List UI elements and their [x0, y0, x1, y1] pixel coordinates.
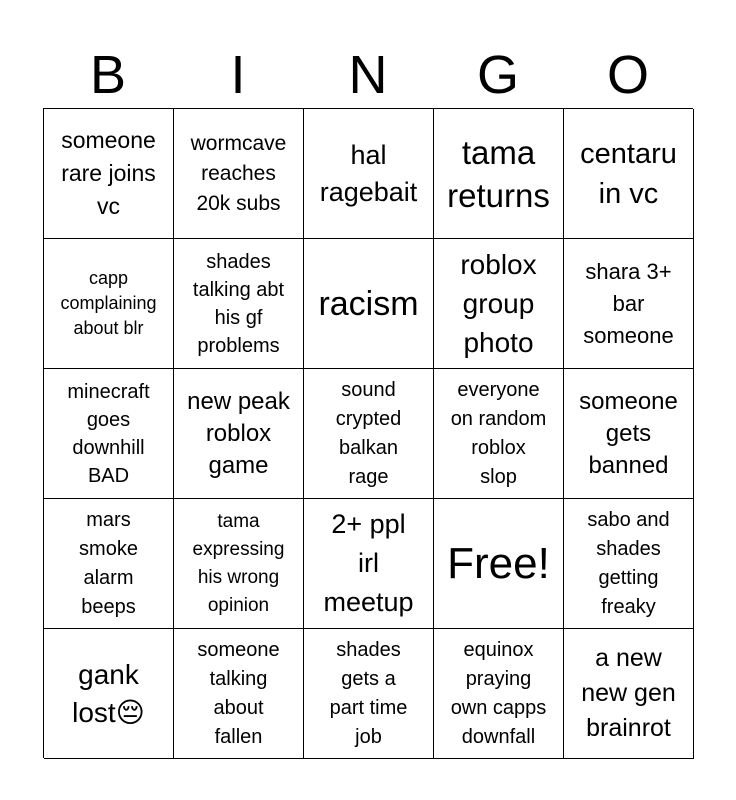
bingo-cell-r5c4[interactable]	[434, 629, 564, 759]
header-letter-n: N	[348, 45, 388, 105]
bingo-cell-r2c4[interactable]	[434, 239, 564, 369]
cell-text: everyone on random roblox slop	[450, 378, 547, 488]
cell-text: 2+ ppl irl meetup	[323, 509, 414, 617]
bingo-cell-r3c4[interactable]	[434, 369, 564, 499]
cell-text: equinox praying own capps downfall	[450, 638, 547, 748]
cell-text: shades gets a part time job	[329, 638, 408, 748]
bingo-cell-r5c2[interactable]	[174, 629, 304, 759]
bingo-cell-r1c3[interactable]	[304, 109, 434, 239]
bingo-cell-r1c4[interactable]	[434, 109, 564, 239]
cell-text: gank lost😔	[72, 658, 145, 728]
header-letter-o: O	[606, 45, 649, 105]
bingo-cell-r2c5[interactable]	[564, 239, 694, 369]
cell-text: roblox group photo	[460, 249, 537, 358]
cell-text: capp complaining about blr	[60, 268, 157, 338]
cell-text: a new new gen brainrot	[581, 644, 676, 742]
bingo-cell-r1c2[interactable]	[174, 109, 304, 239]
cell-text: racism	[318, 284, 419, 323]
cell-text: minecraft goes downhill BAD	[67, 380, 150, 487]
cell-text: hal ragebait	[319, 139, 418, 207]
bingo-cell-r2c3[interactable]	[304, 239, 434, 369]
header-letter-i: I	[230, 45, 246, 105]
header-letter-b: B	[89, 45, 127, 105]
bingo-cell-r4c1[interactable]	[44, 499, 174, 629]
bingo-cell-r4c3[interactable]	[304, 499, 434, 629]
free-space-label: Free!	[447, 538, 550, 588]
cell-text: new peak roblox game	[187, 387, 290, 479]
bingo-cell-r2c1[interactable]	[44, 239, 174, 369]
cell-text: sound crypted balkan rage	[335, 378, 402, 488]
bingo-cell-free[interactable]	[434, 499, 564, 629]
bingo-header	[43, 42, 693, 108]
bingo-cell-r5c1[interactable]	[44, 629, 174, 759]
cell-text: centaru in vc	[580, 137, 677, 210]
cell-text: someone gets banned	[579, 387, 678, 479]
header-letter-g: G	[476, 45, 519, 105]
bingo-cell-r3c5[interactable]	[564, 369, 694, 499]
cell-text: sabo and shades getting freaky	[587, 508, 670, 618]
cell-text: shara 3+ bar someone	[583, 258, 674, 348]
bingo-cell-r3c1[interactable]	[44, 369, 174, 499]
bingo-cell-r1c5[interactable]	[564, 109, 694, 239]
bingo-cell-r4c5[interactable]	[564, 499, 694, 629]
bingo-cell-r5c3[interactable]	[304, 629, 434, 759]
bingo-cell-r2c2[interactable]	[174, 239, 304, 369]
bingo-cell-r3c2[interactable]	[174, 369, 304, 499]
cell-text: tama returns	[447, 133, 550, 214]
cell-text: wormcave reaches 20k subs	[190, 131, 287, 215]
bingo-cell-r5c5[interactable]	[564, 629, 694, 759]
cell-text: shades talking abt his gf problems	[192, 250, 285, 357]
bingo-cell-r3c3[interactable]	[304, 369, 434, 499]
bingo-grid	[43, 108, 693, 758]
bingo-cell-r4c2[interactable]	[174, 499, 304, 629]
cell-text: mars smoke alarm beeps	[79, 508, 138, 618]
cell-text: someone rare joins vc	[61, 127, 156, 219]
bingo-cell-r1c1[interactable]	[44, 109, 174, 239]
cell-text: tama expressing his wrong opinion	[192, 510, 285, 616]
cell-text: someone talking about fallen	[197, 638, 280, 748]
